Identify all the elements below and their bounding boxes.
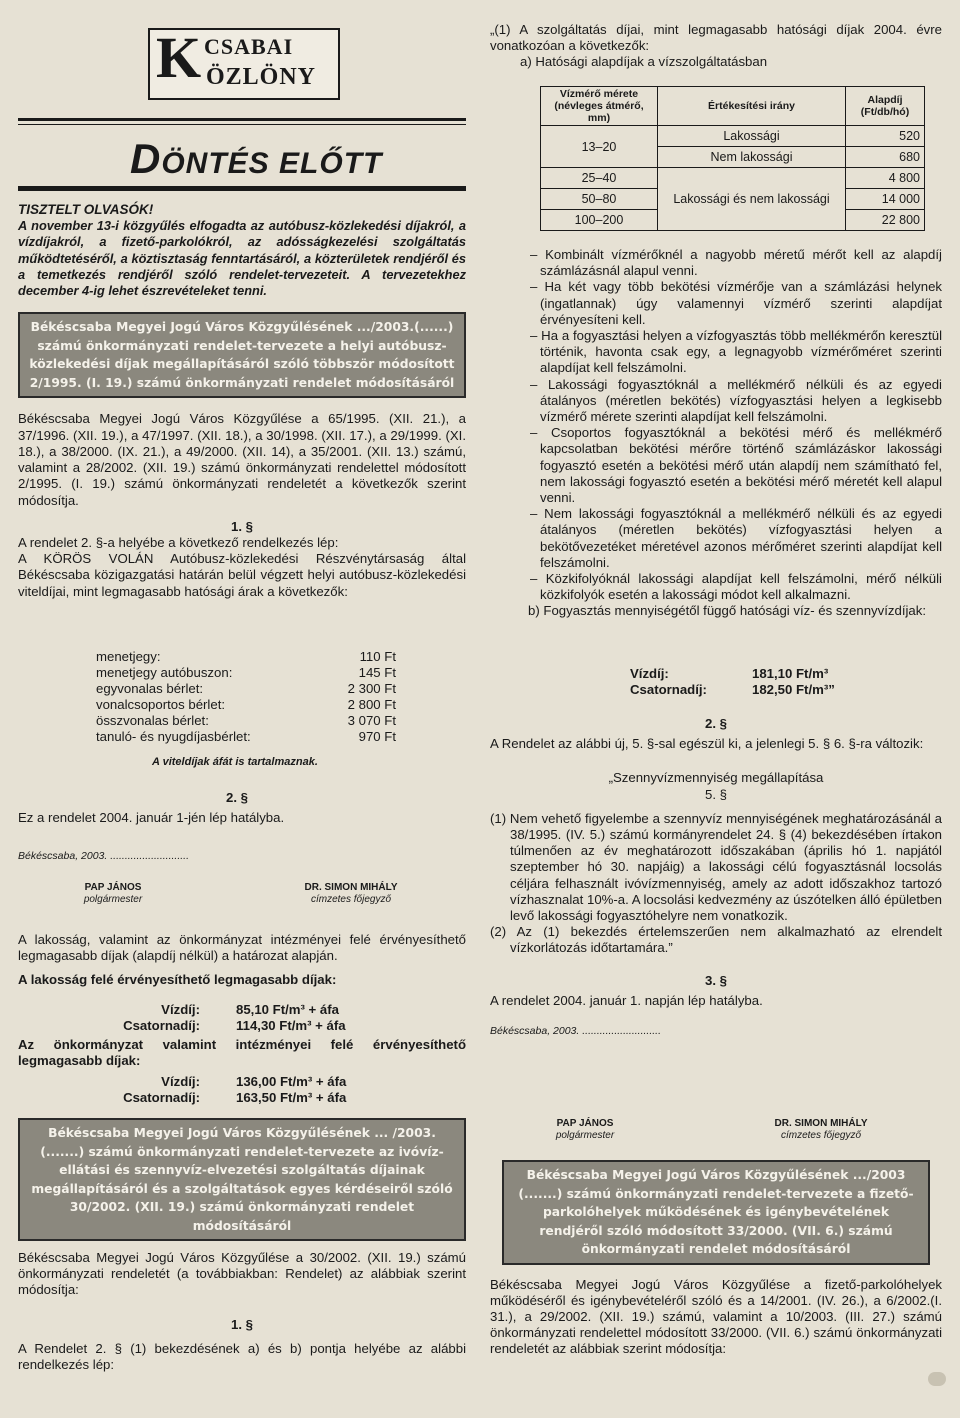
fare-row: vonalcsoportos bérlet: 2 800 Ft [96,697,396,712]
section-2-heading: 2. § [226,790,248,805]
rules-list [528,247,942,620]
masthead-line1: CSABAI [204,34,294,59]
list-item: – Csoportos fogyasztóknál a bekötési mérő és mellékmérő kapcsolatban bekötési mérőre történő számlázáskor lakossági fogyasztó esetén a bekötési mérő után alapdíj nem számítható fel, nem lakossági fogyasztó esetén a bekötési mérő méretét kell alapul venni. [530,425,942,506]
notice-banner-1: Békéscsaba Megyei Jogú Város Közgyűlésének .../2003.(......) számú önkormányzati rendelet-tervezete a helyi autóbusz-közlekedési díjak megállapításáról szóló többször módosított 2/1995. (I. 19.) számú önkormányzati rendelet módosításáról [18,312,466,398]
page-marker [928,1372,946,1386]
institution-heading: Az önkormányzat valamint intézményei felé érvényesíthető legmagasabb díjak: [18,1037,466,1069]
section-1-text: A rendelet 2. §-a helyébe a következő rendelkezés lép: [18,534,339,550]
left-column [18,202,466,600]
right-intro-2: a) Hatósági alapdíjak a vízszolgáltatásban [520,54,768,70]
list-item: – Közkifolyóknál lakossági alapdíjat kell felszámolni, mérő nélküli közkifolyók esetén a lakossági módot kell alkalmazni. [530,571,942,603]
intro-heading: TISZTELT OLVASÓK! [18,202,154,217]
fare-row: menetjegy autóbuszon: 145 Ft [96,665,396,680]
signature-right: DR. SIMON MIHÁLY címzetes főjegyző [304,882,398,905]
fares-table [96,649,396,745]
population-heading: A lakosság felé érvényesíthető legmagasabb díjak: [18,972,337,988]
left-column-bottom [18,1118,466,1373]
fare-row: menetjegy: 110 Ft [96,649,396,664]
left-paragraph-1: Békéscsaba Megyei Jogú Város Közgyűlése a 65/1995. (XII. 21.), a 37/1996. (XII. 19.), a 47/1997. (XII. 18.), a 30/1998. (XII. 17.), a 29/1999. (XI. 18.), a 38/2000. (IX. 21.), a 49/2000. (XII. 14), a 35/2001. (XII. 13.) számú, valamint a 28/2002. (XII. 19.) számú önkormányzati rendelettel módosított 2/1995. (I. 19.) számú önkormányzati rendeletét a következők szerint módosítja. [18,411,466,508]
fare-row: összvonalas bérlet: 3 070 Ft [96,713,396,728]
masthead-logo [148,25,340,100]
section-3-heading: 3. § [705,972,727,988]
section-1b-heading: 1. § [231,1316,253,1332]
place-date: Békéscsaba, 2003. ........................... [18,850,189,862]
fare-row: egyvonalas bérlet: 2 300 Ft [96,681,396,696]
list-item: – Ha két vagy több bekötési vízmérője van a számlázási helynek (ingatlannak) úgy valamennyi vízmérő szerinti alapdíjat érvényesíteni kell. [530,279,942,327]
signature-left-right: PAP JÁNOS polgármester [555,1118,615,1141]
list-item: – Nem lakossági fogyasztóknál a mellékmérő nélküli és az egyedi átalányos (méretlen bekötés) vízfogyasztási helyen a bekötővezetéket méretével azonos mérőméret szerinti alapdíjat kell felszámolni. [530,506,942,570]
section-2-right-text: A Rendelet az alábbi új, 5. §-sal egészül ki, a jelenlegi 5. § 6. §-ra változik: [490,736,924,752]
signature-left: PAP JÁNOS polgármester [83,882,143,905]
masthead-k: K [156,25,202,90]
right-last-paragraph: Békéscsaba Megyei Jogú Város Közgyűlése a fizető-parkolóhelyek működéséről és igénybevételéről szóló és a 14/2001. (IV. 26.), a 6/2002.(I. 31.), a 29/2002. (XII. 19.) számú, valamint a 10/2003. (III. 27.) számú önkormányzati rendelettel módosított 33/2000. (VII. 6.) számú önkormányzati rendeletét az alábbiak szerint módosítja: [490,1276,942,1357]
list-item: – Ha a fogyasztási helyen a vízfogyasztás több mellékmérőn keresztül történik, havonta csak egy, a legnagyobb vízmérőméret szerinti alapdíjat kell felszámolni. [530,328,942,376]
right-column-middle [490,716,942,1037]
consumption-rates: Vízdíj: 181,10 Ft/m³ Csatornadíj: 182,50 Ft/m³” [630,666,835,697]
right-column-bottom [490,1160,942,1358]
institution-rates: Vízdíj: 136,00 Ft/m³ + áfa Csatornadíj: 163,50 Ft/m³ + áfa [123,1074,347,1105]
fares-note: A viteldíjak áfát is tartalmaznak. [152,756,318,768]
quote-paragraph-1: (1) Nem vehető figyelembe a szennyvíz mennyiségének meghatározásánál a 38/1995. (IV. 5.) számú kormányrendelet 24. § (4) bekezdésében írtakon túlmenően az év meghatározott időszakában (április hó 1. napjától szeptember hó 30. napjáig) a lakossági célú fogyasztásnál locsolás céljára felhasznált ivóvízmennyiség, amely az adott időszakhoz tartozó vízhasznalat 10%-a. A locsolási kedvezmény az úszótelken álló épületben levő lakossági fogyasztóhelyre nem vonatkozik. [490,810,942,924]
section-title: DÖNTÉS ELŐTT [130,135,383,182]
section-2-right-heading: 2. § [705,716,727,731]
divider [18,186,466,191]
quote-paragraph-2: (2) Az (1) bekezdés értelemszerűen nem alkalmazható az elrendelt vízkorlátozás időtartamára.” [490,924,942,956]
right-column [490,22,942,71]
left-column-lower [18,932,466,989]
section-3-text: A rendelet 2004. január 1. napján lép hatályba. [490,992,763,1008]
section-1-text-2: A KÖRÖS VOLÁN Autóbusz-közlekedési Részvénytársaság által Békéscsaba közigazgatási határán belül végzett helyi autóbusz-közlekedési viteldíjai, mint legmagasabb hatósági árak a következők: [18,551,466,599]
fees-b-heading: b) Fogyasztás mennyiségétől függő hatósági víz- és szennyvízdíjak: [528,603,927,619]
left-paragraph-3: Békéscsaba Megyei Jogú Város Közgyűlése a 30/2002. (XII. 19.) számú önkormányzati rendeletét (a továbbiakban: Rendelet) az alábbiak szerint módosítja: [18,1250,466,1298]
right-intro-1: „(1) A szolgáltatás díjai, mint legmagasabb hatósági díjak 2004. évre vonatkozóan a következők: [490,22,942,54]
notice-banner-2: Békéscsaba Megyei Jogú Város Közgyűlésének ... /2003. (.......) számú önkormányzati rendelet-tervezete az ivóvíz-ellátási és szennyvíz-elvezetési szolgáltatás díjainak megállapításáról és a szolgáltatások egyes kérdéseiről szóló 30/2002. (XII. 19.) számú önkormányzati rendelet módosításáról [18,1118,466,1241]
divider [18,124,466,125]
divider [18,118,466,121]
place-date-right: Békéscsaba, 2003. ........................... [490,1025,661,1038]
population-rates: Vízdíj: 85,10 Ft/m³ + áfa Csatornadíj: 114,30 Ft/m³ + áfa [123,1002,346,1033]
list-item: – Kombinált vízmérőknél a nagyobb méretű mérőt kell az alapdíj számlázásnál alapul venni. [530,247,942,279]
notice-banner-3: Békéscsaba Megyei Jogú Város Közgyűlésének .../2003 (.......) számú önkormányzati rendelet-tervezete a fizető-parkolóhelyek működésének és igénybevételének rendjéről szóló módosított 33/2000. (VII. 6.) számú önkormányzati rendelet módosításáról [502,1160,930,1265]
section-2-text: Ez a rendelet 2004. január 1-jén lép hatályba. [18,810,285,825]
signature-right-right: DR. SIMON MIHÁLY címzetes főjegyző [774,1118,868,1141]
left-paragraph-2: A lakosság, valamint az önkormányzat intézményei felé érvényesíthető legmagasabb díjak (alapdíj nélkül) a határozat alapján. [18,932,466,964]
quote-section: 5. § [705,786,727,802]
intro-body: A november 13-i közgyűlés elfogadta az autóbusz-közlekedési díjakról, a vízdíjakról, a fizető-parkolókról, az adósságkezelési szolgáltatás működtetéséről, a köztisztaság fenntartásáról, a közterületek rendjéről és a temetkezés rendjéről szóló rendelet-tervezeteit. A tervezetekhez december 4-ig lehet észrevételeket tenni. [18,218,466,299]
masthead-line2: ÖZLÖNY [206,64,317,90]
left-paragraph-4: A Rendelet 2. § (1) bekezdésének a) és b) pontja helyébe az alábbi rendelkezés lép: [18,1340,466,1373]
water-fee-table: Vízmérő mérete (névleges átmérő, mm) Értékesítési irány Alapdíj (Ft/db/hó) 13–20 Lakossági 520 Nem lakossági 680 25–40 Lakossági és nem lakossági 4 800 50–80 14 000 100–200 22 800 [540,86,925,231]
quote-title: „Szennyvízmennyiség megállapítása [608,770,824,786]
list-item: – Lakossági fogyasztóknál a mellékmérő nélküli és az egyedi átalányos (méretlen bekötés) vízfogyasztási helyen a legkisebb vízmérő mérete szerinti alapdíjat kell felszámolni. [530,376,942,425]
section-1-heading: 1. § [231,518,253,534]
fare-row: tanuló- és nyugdíjasbérlet: 970 Ft [96,729,396,744]
